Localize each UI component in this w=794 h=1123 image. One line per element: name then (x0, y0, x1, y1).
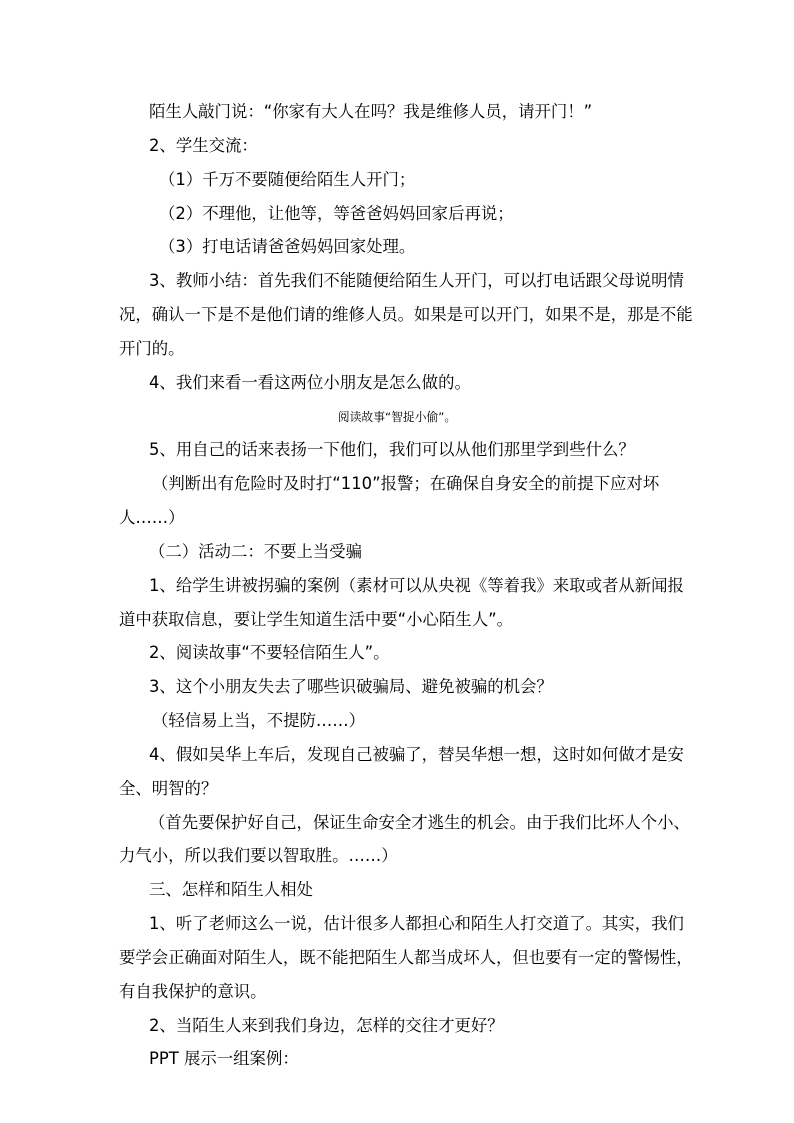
text-line: （3）打电话请爸爸妈妈回家处理。 (159, 237, 416, 256)
text-line: 3、这个小朋友失去了哪些识破骗局、避免被骗的机会？ (149, 677, 553, 696)
text-line: （首先要保护好自己，保证生命安全才逃生的机会。由于我们比坏人个小、 (149, 813, 690, 832)
text-line: 有自我保护的意识。 (119, 982, 267, 1001)
text-line: （1）千万不要随便给陌生人开门； (159, 170, 416, 189)
text-line: 力气小，所以我们要以智取胜。……） (119, 846, 398, 865)
text-line: 2、当陌生人来到我们身边，怎样的交往才更好？ (149, 1016, 504, 1035)
text-line: 陌生人敲门说：“你家有大人在吗？我是维修人员，请开门！” (149, 102, 593, 121)
text-line: 道中获取信息，要让学生知道生活中要“小心陌生人”。 (119, 610, 513, 629)
text-line: 1、听了老师这么一说，估计很多人都担心和陌生人打交道了。其实，我们 (149, 914, 684, 933)
story-title: 阅读故事“智捉小偷”。 (337, 410, 457, 424)
text-line: 5、用自己的话来表扬一下他们，我们可以从他们那里学到些什么？ (149, 440, 635, 459)
text-line: 4、我们来看一看这两位小朋友是怎么做的。 (149, 373, 471, 392)
text-line: 1、给学生讲被拐骗的案例（素材可以从央视《等着我》来取或者从新闻报 (149, 576, 684, 595)
text-line: 况，确认一下是不是他们请的维修人员。如果是可以开门，如果不是，那是不能 (119, 305, 693, 324)
text-line: 4、假如吴华上车后，发现自己被骗了，替吴华想一想，这时如何做才是安 (149, 745, 684, 764)
text-line: 3、教师小结：首先我们不能随便给陌生人开门，可以打电话跟父母说明情 (149, 271, 684, 290)
section-heading: 三、怎样和陌生人相处 (149, 880, 313, 899)
text-line: 2、学生交流： (149, 136, 258, 155)
text-line: 人……） (119, 508, 185, 527)
text-line: 全、明智的？ (119, 779, 218, 798)
text-line: PPT 展示一组案例： (149, 1049, 299, 1068)
section-heading: （二）活动二：不要上当受骗 (149, 542, 363, 561)
text-line: 2、阅读故事“不要轻信陌生人”。 (149, 643, 390, 662)
text-line: （判断出有危险时及时打“110”报警；在确保自身安全的前提下应对坏 (152, 474, 660, 493)
text-line: 要学会正确面对陌生人，既不能把陌生人都当成坏人，但也要有一定的警惕性， (119, 948, 693, 967)
text-line: 开门的。 (119, 339, 185, 358)
text-line: （轻信易上当，不提防……） (152, 711, 366, 730)
text-line: （2）不理他，让他等，等爸爸妈妈回家后再说； (159, 204, 514, 223)
